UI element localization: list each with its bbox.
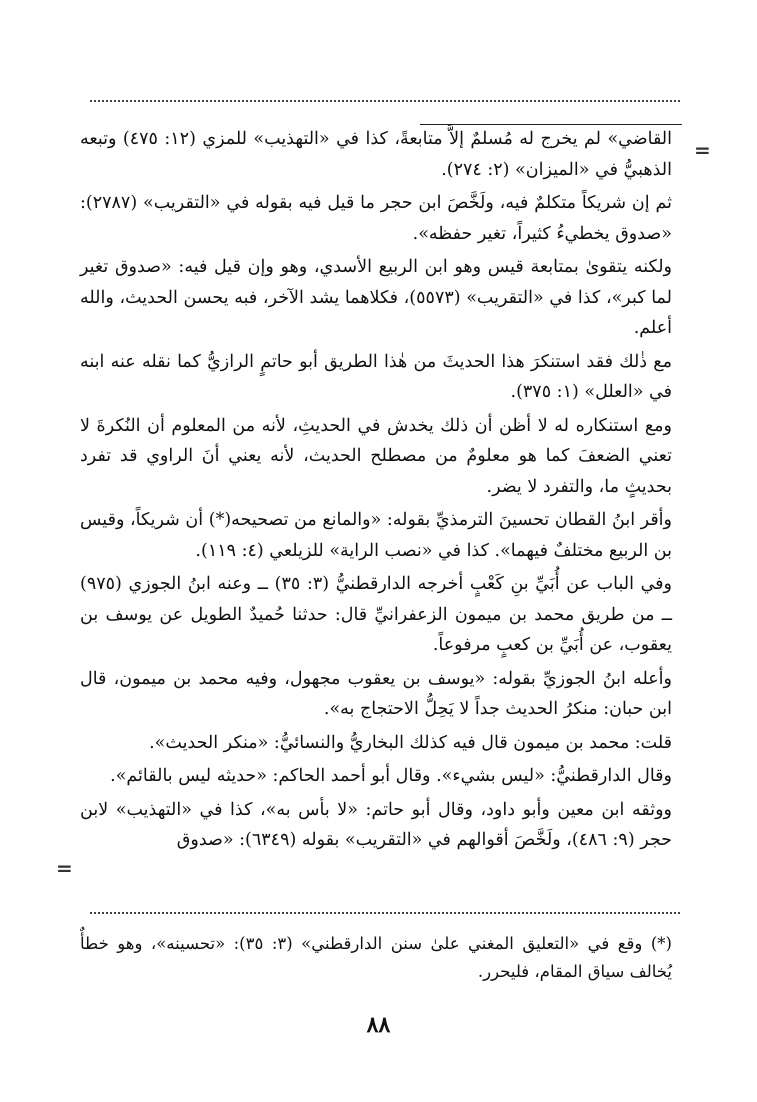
paragraph: وأقر ابنُ القطان تحسينَ الترمذيِّ بقوله: «والمانع من تصحيحه(*) أن شريكاً، وقيس بن الربيع مختلفٌ فيهما». كذا في «نصب الراية» للزيلعي (٤: ١١٩). — [80, 510, 672, 561]
header-dotted-line — [90, 100, 680, 102]
paragraph: مع ذٰلك فقد استنكرَ هذا الحديثَ من هٰذا الطريق أبو حاتمٍ الرازيُّ كما نقله عنه ابنه في «العلل» (١: ٣٧٥). — [80, 351, 672, 402]
footnote: (*) وقع في «التعليق المغني علىٰ سنن الدارقطني» (٣: ٣٥): «تحسينه»، وهو خطأٌ يُخالف سياق المقام، فليحرر. — [80, 934, 672, 981]
paragraph: وفي الباب عن أُبَيِّ بنِ كَعْبٍ أخرجه الدارقطنيُّ (٣: ٣٥) ــ وعنه ابنُ الجوزي (٩٧٥) ــ من طريق محمد بن ميمون الزعفرانيِّ قال: حدثنا حُميدٌ الطويل عن يوسف بن يعقوب، عن أُبَيِّ بن كعبٍ مرفوعاً. — [80, 574, 672, 655]
page-number: ٨٨ — [366, 1012, 391, 1038]
paragraph: قلت: محمد بن ميمون قال فيه كذلك البخاريُّ والنسائيُّ: «منكر الحديث». — [149, 732, 672, 753]
paragraph: ووثقه ابن معين وأبو داود، وقال أبو حاتم: «لا بأس به»، كذا في «التهذيب» لابن حجر (٩: ٤٨٦)، ولَخَّصَ أقوالهم في «التقريب» بقوله (٦٣٤٩): «صدوق — [80, 799, 672, 850]
continuation-mark-top: = — [694, 138, 711, 162]
paragraph: وقال الدارقطنيُّ: «ليس بشيء». وقال أبو أحمد الحاكم: «حديثه ليس بالقائم». — [110, 766, 672, 786]
main-text — [80, 124, 672, 859]
paragraph: ثم إن شريكاً متكلمٌ فيه، ولَخَّصَ ابن حجر ما قيل فيه بقوله في «التقريب» (٢٧٨٧): «صدوق يخطيءُ كثيراً، تغير حفظه». — [80, 193, 672, 244]
continuation-mark-bottom: = — [56, 856, 73, 880]
paragraph: ومع استنكاره له لا أظن أن ذلك يخدش في الحديثِ، لأنه من المعلوم أن النُكرةَ لا تعني الضعفَ كما هو معلومٌ من مصطلح الحديث، لأنه يعني أنَ الراوي قد تفرد بحديثٍ ما، والتفرد لا يضر. — [80, 415, 672, 497]
footnote-dotted-line — [90, 912, 680, 914]
paragraph: القاضي» لم يخرج له مُسلمٌ إلاَّ متابعةً، كذا في «التهذيب» للمزي (١٢: ٤٧٥) وتبعه الذهبيُّ في «الميزان» (٢: ٢٧٤). — [80, 129, 672, 180]
paragraph: ولكنه يتقوىٰ بمتابعة قيس وهو ابن الربيع الأسدي، وهو وإن قيل فيه: «صدوق تغير لما كبر»، كذا في «التقريب» (٥٥٧٣)، فكلاهما يشد الآخر، فبه يحسن الحديث، والله أعلم. — [80, 257, 673, 338]
paragraph: وأعله ابنُ الجوزيِّ بقوله: «يوسف بن يعقوب مجهول، وفيه محمد بن ميمون، قال ابن حبان: منكرُ الحديث جداً لا يَحِلُّ الاحتجاج به». — [80, 668, 672, 719]
